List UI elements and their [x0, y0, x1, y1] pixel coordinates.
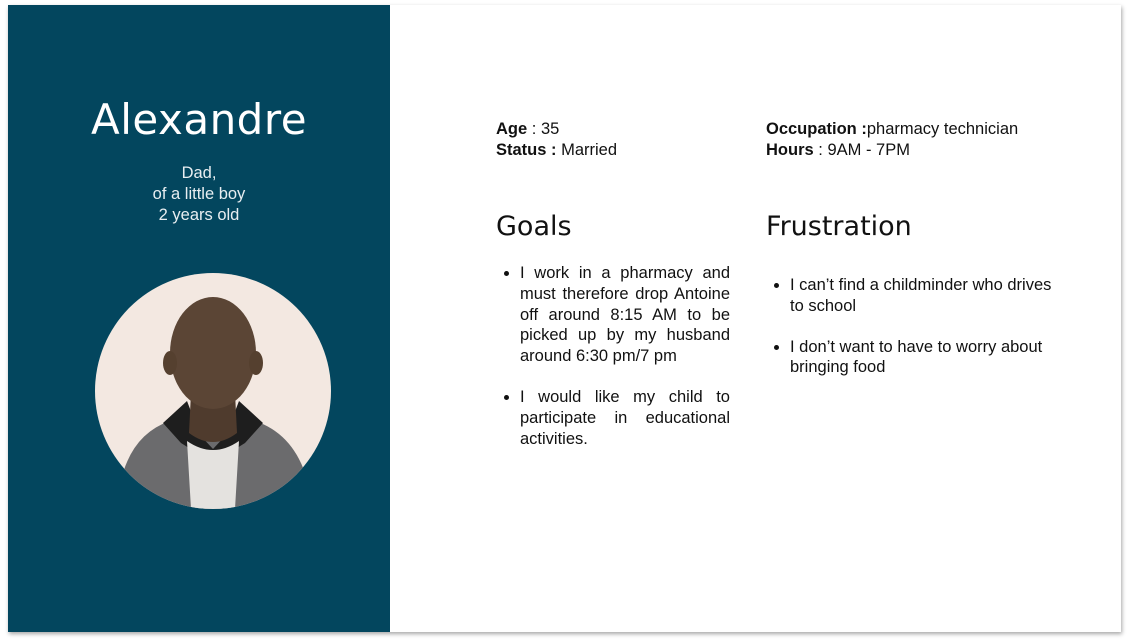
goals-list [496, 263, 730, 469]
goal-item: • I work in a pharmacy and must therefore drop Antoine off around 8:15 AM to be picked up by my husband around 6:30 pm/7 pm [520, 263, 730, 367]
persona-name: Alexandre [90, 95, 308, 144]
age-row [496, 119, 559, 140]
frustration-item: • I don’t want to have to worry about bringing food [790, 337, 1055, 379]
persona-subtitle [8, 163, 390, 226]
persona-details [390, 5, 1121, 632]
frustration-title: Frustration [766, 211, 912, 242]
status-label: Status : [496, 141, 557, 159]
hours-separator: : [813, 141, 828, 159]
occupation-label: Occupation : [766, 120, 867, 138]
persona-slide [8, 5, 1121, 632]
goals-title: Goals [496, 211, 572, 242]
persona-subtitle-line: 2 years old [158, 206, 240, 224]
occupation-value: pharmacy technician [866, 120, 1019, 138]
hours-row [766, 140, 910, 161]
goal-item: • I would like my child to participate in educational activities. [520, 387, 730, 449]
status-value: Married [556, 141, 618, 159]
occupation-row [766, 119, 1018, 140]
avatar-illustration [95, 273, 331, 509]
age-value: 35 [540, 120, 560, 138]
persona-sidebar [8, 5, 390, 632]
hours-value: 9AM - 7PM [827, 141, 910, 159]
status-row [496, 140, 617, 161]
person-avatar-icon [95, 273, 331, 509]
persona-subtitle-line: Dad, [181, 164, 217, 182]
persona-subtitle-line: of a little boy [152, 185, 246, 203]
age-label: Age [496, 120, 528, 138]
hours-label: Hours [766, 141, 814, 159]
frustration-item: • I can’t find a childminder who drives to school [790, 275, 1055, 317]
age-separator: : [527, 120, 541, 138]
frustration-list [766, 275, 1055, 398]
